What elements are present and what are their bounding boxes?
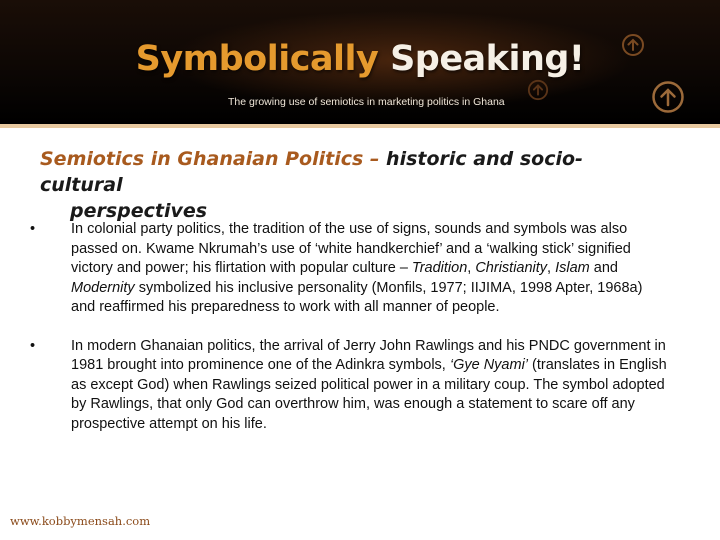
conjunction: and	[589, 260, 618, 276]
slide-title	[0, 39, 720, 79]
bullet-item-modern	[30, 337, 670, 435]
title-word-speaking: Speaking!	[390, 39, 585, 79]
up-arrow-circle-icon-small	[527, 79, 549, 101]
bullet-text-continued: symbolized his inclusive personality (Monfils, 1977; IIJIMA, 1998 Apter, 1968a) and reaffirmed his preparedness to work with all manner of people.	[71, 279, 643, 315]
heading-accent: Semiotics in Ghanaian Politics –	[40, 148, 380, 170]
bullet-item-colonial	[30, 220, 670, 318]
separator: ,	[547, 260, 556, 276]
term-gye-nyami: ‘Gye Nyami’	[449, 357, 529, 373]
bullet-marker: •	[30, 221, 36, 237]
separator: ,	[467, 260, 476, 276]
term-islam: Islam	[555, 260, 590, 276]
bullet-text: In modern Ghanaian politics, the arrival of Jerry John Rawlings and his PNDC government in 1981 brought into prominence one of the Adinkra symbols,	[71, 337, 666, 373]
slide-header	[0, 0, 720, 128]
title-word-symbolically: Symbolically	[135, 39, 379, 79]
bullet-list	[30, 220, 670, 434]
section-heading	[40, 146, 660, 224]
bullet-text: In colonial party politics, the tradition of the use of signs, sounds and symbols was also passed on. Kwame Nkrumah’s use of ‘white handkerchief’ and a ‘walking stick’ signified victory and power; his flirtation with popular culture –	[71, 221, 631, 276]
term-christianity: Christianity	[475, 260, 548, 276]
slide-subtitle: The growing use of semiotics in marketing politics in Ghana	[228, 96, 505, 108]
footer-url: www.kobbymensah.com	[10, 514, 151, 528]
term-modernity: Modernity	[71, 279, 135, 296]
bullet-text-continued: (translates in English as except God) when Rawlings seized political power in a military coup. The symbol adopted by Rawlings, that only God can overthrow him, was enough a statement to scare off any prospective attempt on his life.	[71, 357, 667, 432]
bullet-marker: •	[30, 337, 36, 354]
term-tradition: Tradition	[411, 260, 468, 276]
up-arrow-circle-icon-large	[651, 80, 685, 114]
heading-rest: historic and socio-cultural	[40, 148, 583, 196]
up-arrow-circle-icon	[621, 33, 645, 57]
heading-continued: perspectives	[70, 200, 208, 222]
